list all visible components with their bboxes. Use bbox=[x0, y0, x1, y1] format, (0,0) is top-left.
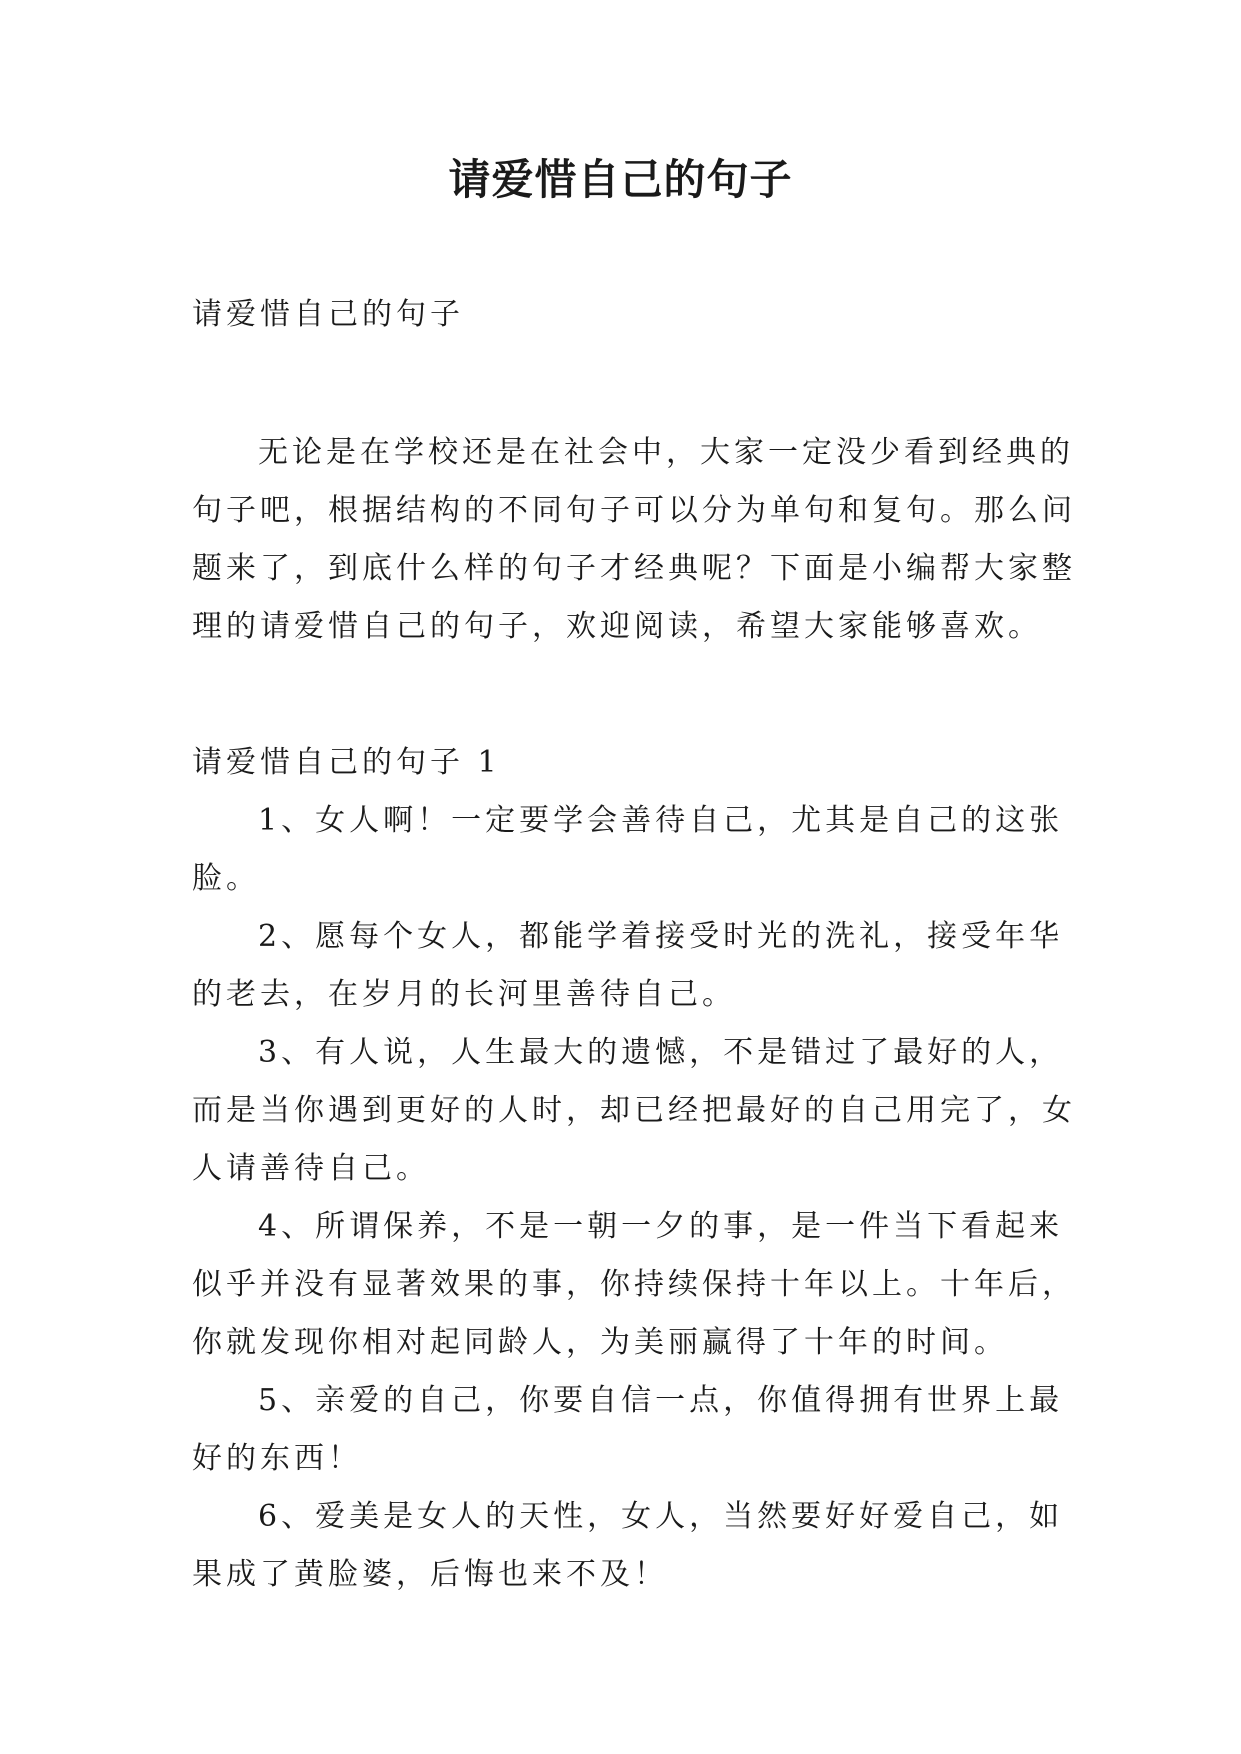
list-item-line: 果成了黄脸婆，后悔也来不及！ bbox=[192, 1557, 668, 1592]
list-item-line: 脸。 bbox=[192, 861, 260, 896]
list-item-line: 好的东西！ bbox=[192, 1441, 362, 1476]
intro-line: 题来了，到底什么样的句子才经典呢？下面是小编帮大家整 bbox=[192, 551, 1076, 586]
list-item-line: 4、所谓保养，不是一朝一夕的事，是一件当下看起来 bbox=[258, 1209, 1064, 1244]
list-item-line: 3、有人说，人生最大的遗憾，不是错过了最好的人， bbox=[258, 1035, 1064, 1070]
list-item-line: 6、爱美是女人的天性，女人，当然要好好爱自己，如 bbox=[258, 1499, 1064, 1534]
list-item-line: 2、愿每个女人，都能学着接受时光的洗礼，接受年华 bbox=[258, 919, 1064, 954]
list-item bbox=[192, 1372, 1082, 1488]
intro-paragraph bbox=[192, 424, 1082, 656]
document-body bbox=[192, 286, 1082, 1604]
list-item bbox=[192, 1024, 1082, 1198]
list-item-line: 你就发现你相对起同龄人，为美丽赢得了十年的时间。 bbox=[192, 1325, 1008, 1360]
list-item-line: 似乎并没有显著效果的事，你持续保持十年以上。十年后， bbox=[192, 1267, 1076, 1302]
list-item-line: 人请善待自己。 bbox=[192, 1151, 430, 1186]
document-subtitle: 请爱惜自己的句子 bbox=[192, 297, 464, 332]
spacer bbox=[192, 656, 1082, 734]
list-item-line: 而是当你遇到更好的人时，却已经把最好的自己用完了，女 bbox=[192, 1093, 1076, 1128]
document-title: 请爱惜自己的句子 bbox=[448, 155, 793, 204]
list-item-line: 的老去，在岁月的长河里善待自己。 bbox=[192, 977, 736, 1012]
list-item bbox=[192, 1198, 1082, 1372]
spacer bbox=[192, 344, 1082, 424]
list-item-line: 5、亲爱的自己，你要自信一点，你值得拥有世界上最 bbox=[258, 1383, 1064, 1418]
intro-line: 句子吧，根据结构的不同句子可以分为单句和复句。那么问 bbox=[192, 493, 1076, 528]
list-item bbox=[192, 908, 1082, 1024]
list-item bbox=[192, 1488, 1082, 1604]
section-heading: 请爱惜自己的句子 1 bbox=[192, 745, 501, 780]
list-item-line: 1、女人啊！一定要学会善待自己，尤其是自己的这张 bbox=[258, 803, 1064, 838]
intro-line: 理的请爱惜自己的句子，欢迎阅读，希望大家能够喜欢。 bbox=[192, 609, 1042, 644]
intro-line: 无论是在学校还是在社会中，大家一定没少看到经典的 bbox=[258, 435, 1074, 470]
list-item bbox=[192, 792, 1082, 908]
